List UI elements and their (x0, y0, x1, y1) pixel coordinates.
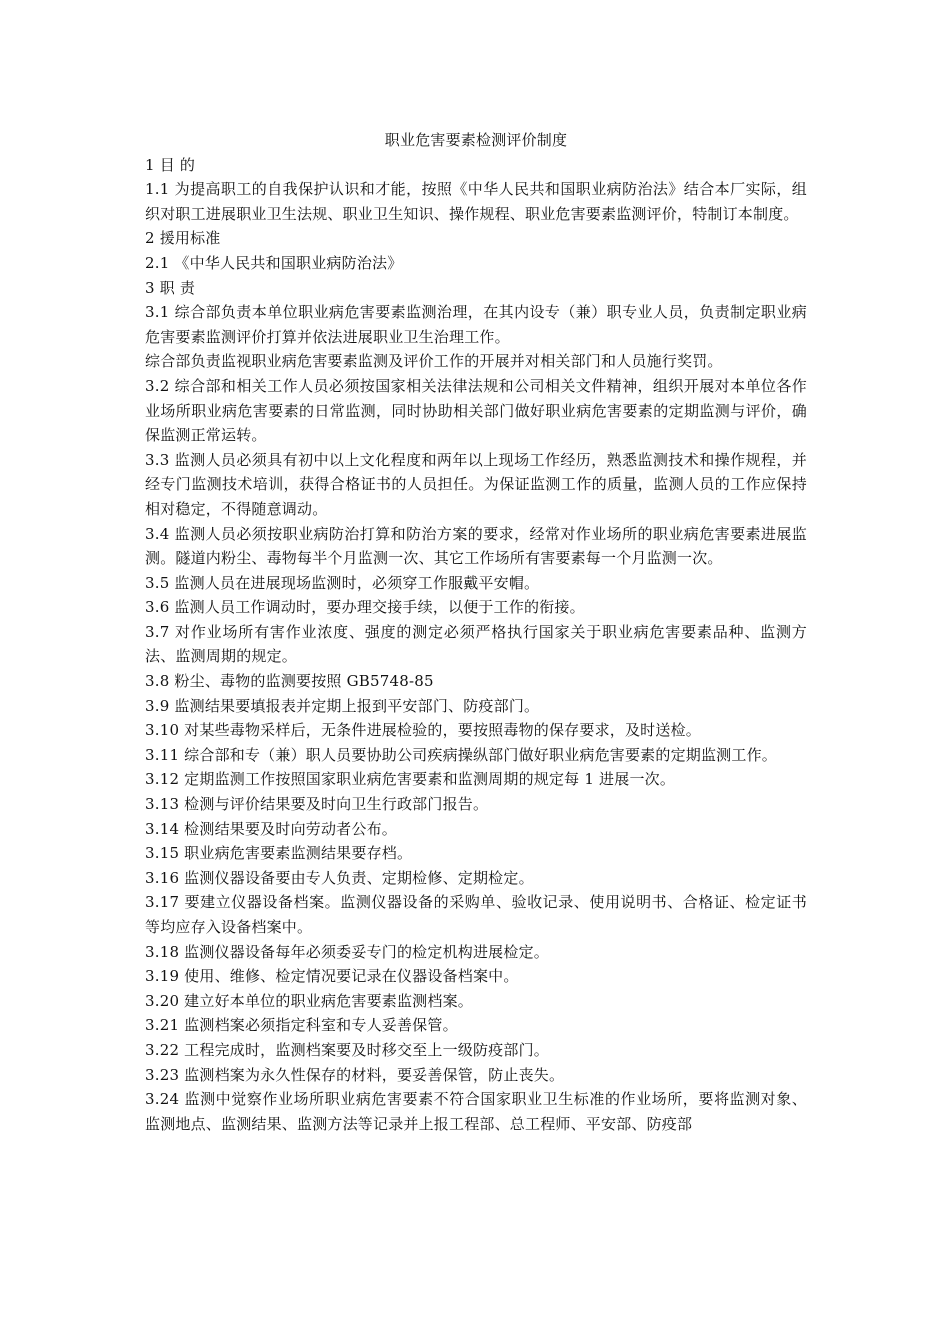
paragraph-3-21: 3.21 监测档案必须指定科室和专人妥善保管。 (145, 1016, 458, 1035)
paragraph-3-13: 3.13 检测与评价结果要及时向卫生行政部门报告。 (145, 795, 489, 814)
paragraph-3-24: 3.24 监测中觉察作业场所职业病危害要素不符合国家职业卫生标准的作业场所，要将监测对象、监测地点、监测结果、监测方法等记录并上报工程部、总工程师、平安部、防疫部 (145, 1090, 807, 1133)
paragraph-3-22: 3.22 工程完成时，监测档案要及时移交至上一级防疫部门。 (145, 1040, 549, 1059)
paragraph-2-1: 2.1 《中华人民共和国职业病防治法》 (145, 253, 403, 272)
paragraph-1-1: 1.1 为提高职工的自我保护认识和才能，按照《中华人民共和国职业病防治法》结合本厂实际，组织对职工进展职业卫生法规、职业卫生知识、操作规程、职业危害要素监测评价，特制订本制度。 (145, 180, 807, 223)
paragraph-3-7: 3.7 对作业场所有害作业浓度、强度的测定必须严格执行国家关于职业病危害要素品种、监测方法、监测周期的规定。 (145, 622, 807, 666)
document-title: 职业危害要素检测评价制度 (384, 131, 568, 149)
paragraph-3-18: 3.18 监测仪器设备每年必须委妥专门的检定机构进展检定。 (145, 942, 549, 961)
paragraph-3-10: 3.10 对某些毒物采样后，无条件进展检验的，要按照毒物的保存要求，及时送检。 (145, 721, 701, 740)
section-heading-purpose: 1 目 的 (145, 155, 196, 174)
paragraph-3-15: 3.15 职业病危害要素监测结果要存档。 (145, 844, 413, 863)
paragraph-3-4: 3.4 监测人员必须按职业病防治打算和防治方案的要求，经常对作业场所的职业病危害要素进展监测。隧道内粉尘、毒物每半个月监测一次、其它工作场所有害要素每一个月监测一次。 (145, 524, 807, 568)
paragraph-3-3: 3.3 监测人员必须具有初中以上文化程度和两年以上现场工作经历，熟悉监测技术和操作规程，并经专门监测技术培训，获得合格证书的人员担任。为保证监测工作的质量，监测人员的工作应保持相对稳定，不得随意调动。 (145, 450, 807, 518)
paragraph-3-19: 3.19 使用、维修、检定情况要记录在仪器设备档案中。 (145, 967, 519, 986)
paragraph-3-14: 3.14 检测结果要及时向劳动者公布。 (145, 819, 397, 838)
paragraph-3-5: 3.5 监测人员在进展现场监测时，必须穿工作服戴平安帽。 (145, 573, 540, 592)
paragraph-3-8: 3.8 粉尘、毒物的监测要按照 GB5748-85 (145, 672, 434, 691)
paragraph-3-17: 3.17 要建立仪器设备档案。监测仪器设备的采购单、验收记录、使用说明书、合格证、检定证书等均应存入设备档案中。 (145, 893, 807, 936)
paragraph-3-20: 3.20 建立好本单位的职业病危害要素监测档案。 (145, 991, 473, 1010)
section-heading-standards: 2 援用标准 (145, 229, 221, 248)
paragraph-3-12: 3.12 定期监测工作按照国家职业病危害要素和监测周期的规定每 1 进展一次。 (145, 770, 676, 789)
paragraph-3-2: 3.2 综合部和相关工作人员必须按国家相关法律法规和公司相关文件精神，组织开展对本单位各作业场所职业病危害要素的日常监测，同时协助相关部门做好职业病危害要素的定期监测与评价，确保监测正常运转。 (145, 376, 807, 445)
document-page (145, 128, 807, 1136)
paragraph-3-6: 3.6 监测人员工作调动时，要办理交接手续，以便于工作的衔接。 (145, 598, 585, 617)
paragraph-3-9: 3.9 监测结果要填报表并定期上报到平安部门、防疫部门。 (145, 696, 540, 715)
paragraph-3-1-supplement: 综合部负责监视职业病危害要素监测及评价工作的开展并对相关部门和人员施行奖罚。 (145, 352, 723, 371)
paragraph-3-1: 3.1 综合部负责本单位职业病危害要素监测治理，在其内设专（兼）职专业人员，负责制定职业病危害要素监测评价打算并依法进展职业卫生治理工作。 (145, 303, 807, 346)
paragraph-3-11: 3.11 综合部和专（兼）职人员要协助公司疾病操纵部门做好职业病危害要素的定期监测工作。 (145, 745, 777, 764)
section-heading-duties: 3 职 责 (145, 278, 196, 297)
paragraph-3-23: 3.23 监测档案为永久性保存的材料，要妥善保管，防止丧失。 (145, 1065, 565, 1084)
paragraph-3-16: 3.16 监测仪器设备要由专人负责、定期检修、定期检定。 (145, 868, 534, 887)
